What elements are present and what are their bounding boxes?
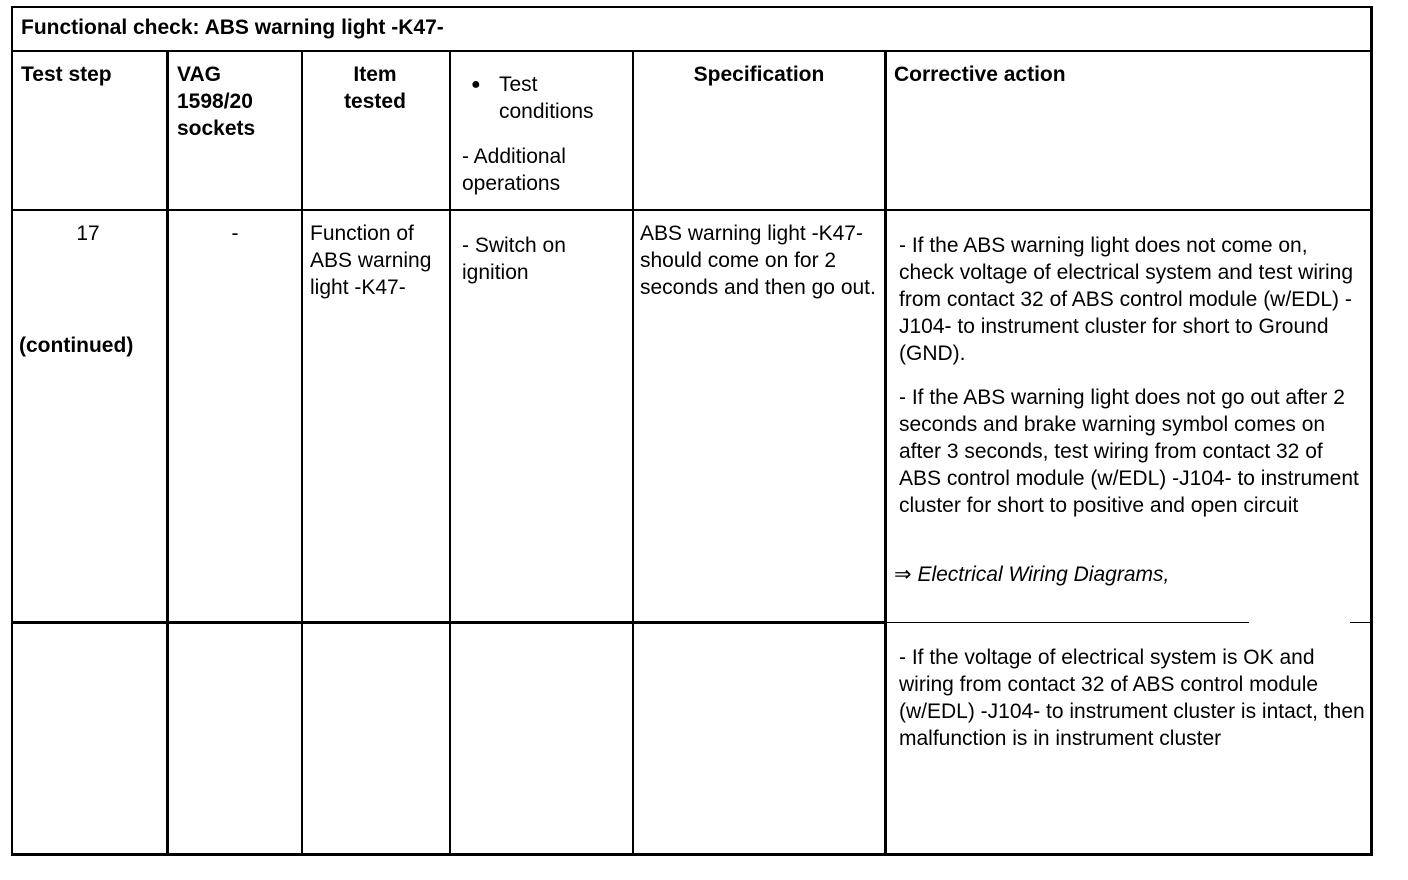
column-divider-3 [449,50,451,856]
header-vag-sockets: VAG 1598/20 sockets [177,63,256,140]
column-divider-4 [632,50,634,856]
header-test-conditions: Test conditions [499,73,594,123]
row1-corrective-action-1: - If the ABS warning light does not come on, check voltage of electrical system and test wiring from contact 32 of ABS control module (w/EDL) -J104- to instrument cluster for short to Ground (GND). [899,234,1354,365]
column-divider-2 [301,50,303,856]
title-separator [11,50,1373,52]
header-specification: Specification [693,63,825,86]
row1-item-tested: Function of ABS warning light -K47- [310,222,432,299]
wiring-diagrams-reference: Electrical Wiring Diagrams, [917,563,1170,586]
row-separator-right-a [887,622,1249,623]
table-border-right [1370,6,1373,856]
header-corrective-action: Corrective action [894,63,1066,86]
row1-vag-sockets: - [231,222,239,245]
arrow-right-icon: ⇒ [894,563,912,586]
row-separator-right-b [1350,622,1372,623]
table-border-left [11,6,13,856]
row1-specification: ABS warning light -K47- should come on for 2 seconds and then go out. [640,222,876,299]
reference-link[interactable] [894,561,1364,588]
header-additional-operations: - Additional operations [462,145,566,195]
table-border-bottom [11,853,1373,856]
row1-corrective-action-2: - If the ABS warning light does not go out after 2 seconds and brake warning symbol comes on after 3 seconds, test wiring from contact 32 of ABS control module (w/EDL) -J104- to instrument cluster for short to positive and open circuit [899,386,1359,517]
header-separator [11,209,1373,211]
bullet-icon: ● [471,76,481,93]
row1-test-step: 17 [76,222,100,245]
row2-corrective-action: - If the voltage of electrical system is OK and wiring from contact 32 of ABS control module (w/EDL) -J104- to instrument cluster is intact, then malfunction is in instrument cluster [899,646,1365,750]
column-divider-5 [884,50,887,856]
table-title: Functional check: ABS warning light -K47- [21,16,444,39]
column-divider-1 [166,50,169,856]
header-test-step: Test step [21,63,112,86]
header-item-tested: Item tested [344,63,406,113]
row1-test-step-continued: (continued) [19,334,134,357]
row1-conditions: - Switch on ignition [462,234,566,284]
table-border-top [11,6,1373,8]
